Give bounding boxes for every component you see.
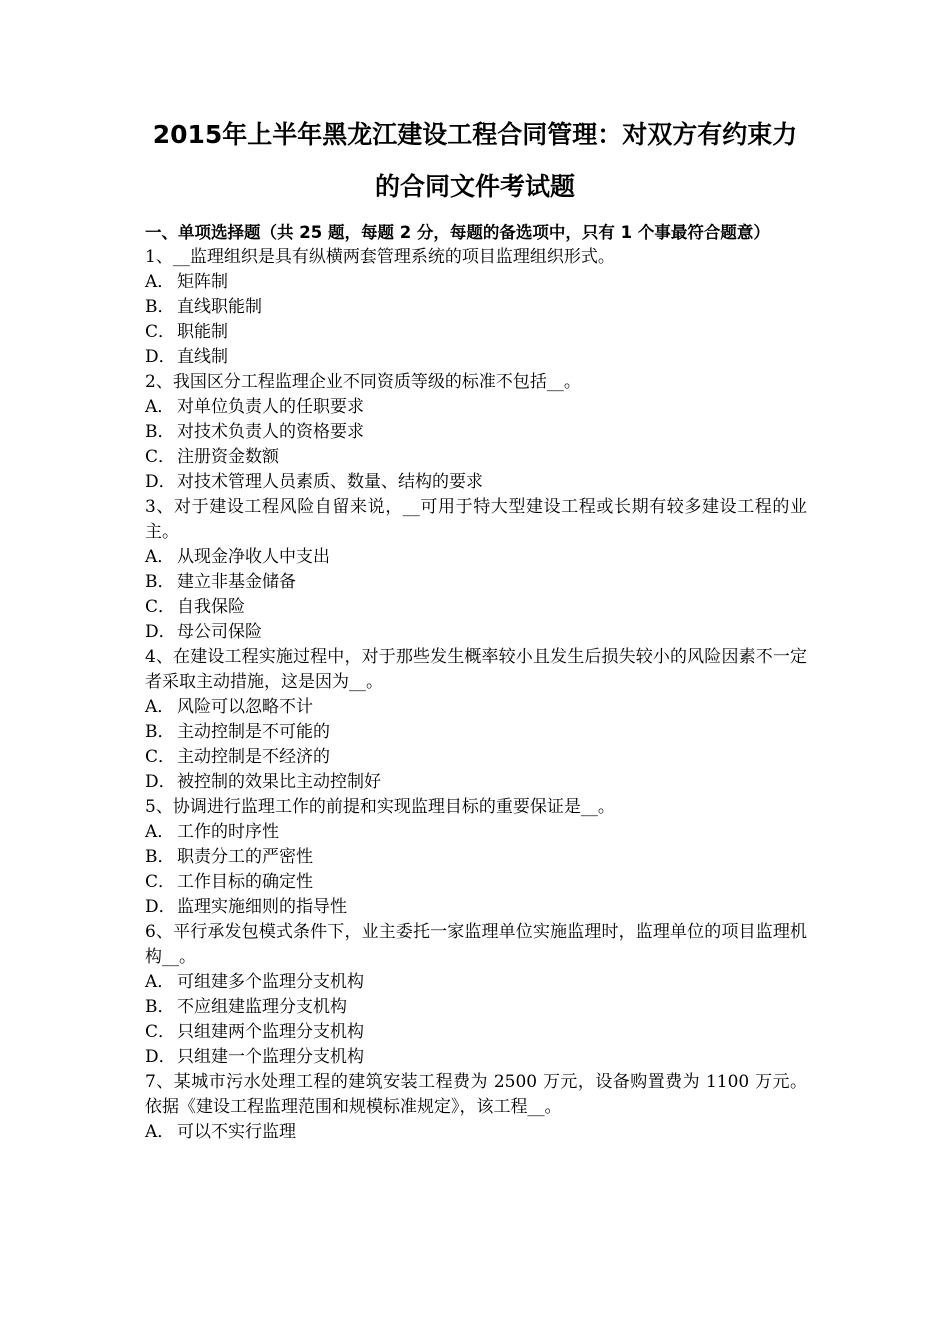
question-text: 4、在建设工程实施过程中，对于那些发生概率较小且发生后损失较小的风险因素不一定者采取主动措施，这是因为__。 (145, 647, 807, 692)
question-6 (145, 920, 807, 1070)
question-1 (145, 245, 807, 370)
option-c (145, 445, 807, 470)
option-a (145, 1120, 807, 1145)
option-a (145, 820, 807, 845)
option-label: A． (145, 972, 175, 992)
option-text: 可组建多个监理分支机构 (177, 972, 364, 992)
option-a (145, 695, 807, 720)
question-3 (145, 495, 807, 645)
option-a (145, 545, 807, 570)
option-d (145, 895, 807, 920)
document-body (145, 220, 807, 1145)
option-d (145, 470, 807, 495)
option-text: 注册资金数额 (177, 447, 279, 467)
option-label: A． (145, 1122, 175, 1142)
option-d (145, 770, 807, 795)
option-a (145, 970, 807, 995)
option-label: C． (145, 872, 176, 892)
option-text: 被控制的效果比主动控制好 (177, 772, 381, 792)
option-text: 直线制 (177, 347, 228, 367)
question-7 (145, 1070, 807, 1145)
option-text: 对单位负责人的任职要求 (177, 397, 364, 417)
option-label: D． (145, 472, 176, 492)
option-label: C． (145, 597, 176, 617)
option-d (145, 1045, 807, 1070)
option-text: 母公司保险 (177, 622, 262, 642)
option-c (145, 870, 807, 895)
option-c (145, 745, 807, 770)
option-text: 主动控制是不可能的 (177, 722, 330, 742)
question-5 (145, 795, 807, 920)
option-text: 矩阵制 (177, 272, 228, 292)
option-label: B． (145, 997, 175, 1017)
option-label: A． (145, 272, 175, 292)
document-title-line2: 的合同文件考试题 (374, 172, 575, 201)
document-title-line1: 2015年上半年黑龙江建设工程合同管理：对双方有约束力 (152, 120, 798, 149)
option-text: 只组建一个监理分支机构 (177, 1047, 364, 1067)
option-c (145, 1020, 807, 1045)
option-text: 自我保险 (177, 597, 245, 617)
option-label: A． (145, 397, 175, 417)
option-label: B． (145, 722, 175, 742)
option-a (145, 395, 807, 420)
question-list (145, 245, 807, 1145)
question-text: 1、__监理组织是具有纵横两套管理系统的项目监理组织形式。 (145, 247, 615, 267)
option-label: B． (145, 297, 175, 317)
option-text: 工作的时序性 (177, 822, 279, 842)
option-text: 对技术管理人员素质、数量、结构的要求 (177, 472, 483, 492)
option-label: D． (145, 772, 176, 792)
option-label: D． (145, 897, 176, 917)
option-label: D． (145, 622, 176, 642)
option-label: B． (145, 422, 175, 442)
option-label: A． (145, 697, 175, 717)
option-label: D． (145, 347, 176, 367)
option-label: C． (145, 1022, 176, 1042)
option-a (145, 270, 807, 295)
question-2 (145, 370, 807, 495)
option-text: 主动控制是不经济的 (177, 747, 330, 767)
option-d (145, 345, 807, 370)
option-b (145, 845, 807, 870)
option-label: B． (145, 847, 175, 867)
option-text: 风险可以忽略不计 (177, 697, 313, 717)
option-d (145, 620, 807, 645)
option-text: 工作目标的确定性 (177, 872, 313, 892)
option-b (145, 570, 807, 595)
option-text: 对技术负责人的资格要求 (177, 422, 364, 442)
section-heading: 一、单项选择题（共 25 题，每题 2 分，每题的备选项中，只有 1 个事最符合题意） (145, 223, 770, 242)
option-text: 监理实施细则的指导性 (177, 897, 347, 917)
question-text: 3、对于建设工程风险自留来说，__可用于特大型建设工程或长期有较多建设工程的业主。 (145, 497, 807, 542)
question-text: 2、我国区分工程监理企业不同资质等级的标准不包括__。 (145, 372, 581, 392)
question-text: 6、平行承发包模式条件下，业主委托一家监理单位实施监理时，监理单位的项目监理机构__。 (145, 922, 807, 967)
option-label: C． (145, 322, 176, 342)
option-text: 只组建两个监理分支机构 (177, 1022, 364, 1042)
option-text: 职能制 (177, 322, 228, 342)
option-text: 建立非基金储备 (177, 572, 296, 592)
option-label: A． (145, 547, 175, 567)
option-label: C． (145, 747, 176, 767)
option-text: 不应组建监理分支机构 (177, 997, 347, 1017)
option-text: 可以不实行监理 (177, 1122, 296, 1142)
question-text: 5、协调进行监理工作的前提和实现监理目标的重要保证是__。 (145, 797, 615, 817)
option-b (145, 720, 807, 745)
option-text: 职责分工的严密性 (177, 847, 313, 867)
option-b (145, 420, 807, 445)
option-label: B． (145, 572, 175, 592)
option-b (145, 295, 807, 320)
option-label: A． (145, 822, 175, 842)
question-text: 7、某城市污水处理工程的建筑安装工程费为 2500 万元，设备购置费为 1100 万元。依据《建设工程监理范围和规模标准规定》，该工程__。 (145, 1072, 807, 1117)
option-c (145, 595, 807, 620)
option-text: 从现金净收人中支出 (177, 547, 330, 567)
option-text: 直线职能制 (177, 297, 262, 317)
option-b (145, 995, 807, 1020)
option-label: D． (145, 1047, 176, 1067)
question-4 (145, 645, 807, 795)
option-label: C． (145, 447, 176, 467)
option-c (145, 320, 807, 345)
